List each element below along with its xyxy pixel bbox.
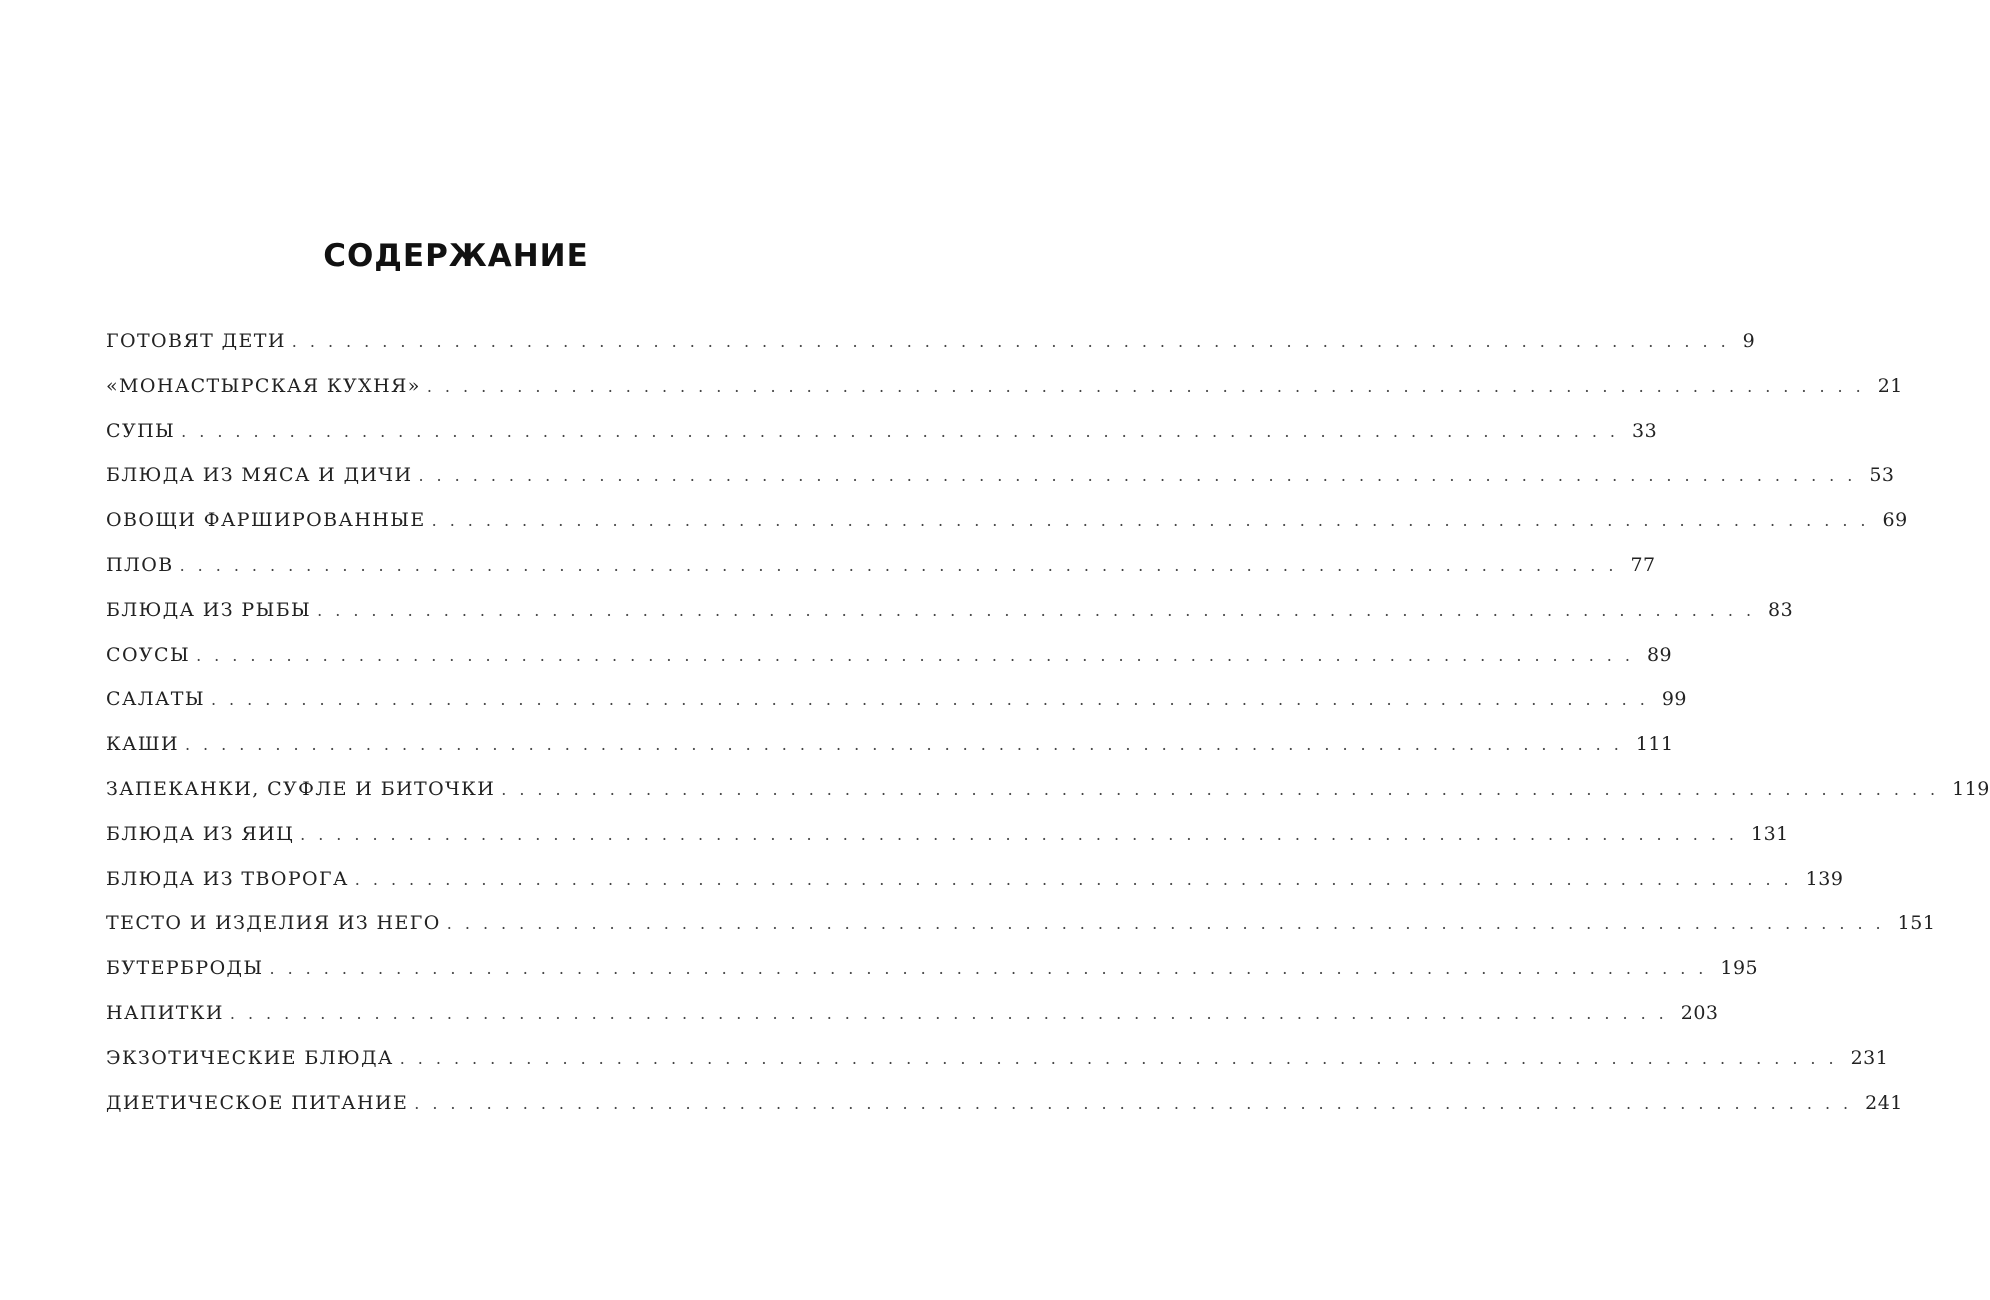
toc-entry-title: БЛЮДА ИЗ ТВОРОГА	[106, 867, 349, 890]
toc-page-number: 203	[1680, 1001, 1719, 1024]
page-title: СОДЕРЖАНИЕ	[323, 238, 589, 274]
toc-page-number: 131	[1750, 822, 1789, 845]
toc-entry[interactable]	[106, 598, 1794, 644]
dot-leader: ................................................................................	[399, 1048, 1847, 1068]
toc-entry[interactable]	[106, 553, 1656, 599]
dot-leader: ................................................................................	[317, 600, 1765, 620]
toc-entry-title: «МОНАСТЫРСКАЯ КУХНЯ»	[106, 374, 421, 397]
toc-entry-title: САЛАТЫ	[106, 688, 205, 711]
toc-entry-title: БЛЮДА ИЗ ЯИЦ	[106, 822, 295, 845]
toc-page-number: 83	[1768, 598, 1794, 621]
toc-entry-title: ОВОЩИ ФАРШИРОВАННЫЕ	[106, 509, 426, 532]
dot-leader: ................................................................................	[300, 824, 1747, 844]
toc-entry[interactable]	[106, 509, 1908, 554]
toc-entry-title: НАПИТКИ	[106, 1001, 224, 1024]
toc-entry[interactable]	[106, 777, 1990, 823]
dot-leader: ................................................................................	[229, 1003, 1677, 1023]
dot-leader: ................................................................................	[179, 555, 1627, 575]
dot-leader: ................................................................................	[354, 869, 1802, 889]
toc-entry-title: БУТЕРБРОДЫ	[106, 957, 264, 980]
dot-leader: ................................................................................	[414, 1093, 1862, 1113]
toc-page-number: 69	[1882, 509, 1908, 532]
toc-page-number: 9	[1742, 330, 1756, 352]
toc-page-number: 139	[1805, 867, 1844, 890]
toc-entry[interactable]	[106, 643, 1673, 689]
toc-entry[interactable]	[106, 1001, 1719, 1047]
dot-leader: ................................................................................	[291, 332, 1739, 351]
toc-page-number: 241	[1865, 1091, 1903, 1114]
toc-entry[interactable]	[106, 330, 1756, 375]
toc-page-number: 119	[1952, 777, 1990, 800]
toc-entry-title: БЛЮДА ИЗ РЫБЫ	[106, 598, 312, 621]
toc-entry-title: КАШИ	[106, 733, 179, 756]
toc-page-number: 53	[1869, 464, 1895, 487]
toc-page-number: 89	[1646, 643, 1673, 666]
toc-entry[interactable]	[106, 688, 1688, 733]
dot-leader: ................................................................................	[426, 376, 1874, 396]
toc-entry-title: ДИЕТИЧЕСКОЕ ПИТАНИЕ	[106, 1091, 409, 1114]
dot-leader: ................................................................................	[210, 690, 1658, 710]
toc-entry[interactable]	[106, 1046, 1889, 1092]
toc-page-number: 33	[1632, 419, 1658, 442]
dot-leader: ................................................................................	[269, 959, 1717, 979]
toc-entry[interactable]	[106, 419, 1658, 465]
dot-leader: ................................................................................	[501, 779, 1949, 799]
toc-page-number: 21	[1877, 374, 1903, 397]
toc-entry-title: ЗАПЕКАНКИ, СУФЛЕ И БИТОЧКИ	[106, 777, 496, 800]
toc-entry[interactable]	[106, 1091, 1903, 1137]
toc-page-number: 151	[1897, 912, 1936, 935]
toc-entry[interactable]	[106, 822, 1789, 868]
toc-page-number: 195	[1720, 957, 1759, 980]
toc-entry[interactable]	[106, 957, 1759, 1002]
toc-entry[interactable]	[106, 464, 1895, 509]
toc-entry-title: БЛЮДА ИЗ МЯСА И ДИЧИ	[106, 464, 413, 487]
toc-entry-title: ГОТОВЯТ ДЕТИ	[106, 330, 286, 352]
toc-entry-title: ПЛОВ	[106, 553, 174, 576]
toc-entry-title: СОУСЫ	[106, 643, 191, 666]
toc-page-number: 99	[1661, 688, 1688, 711]
dot-leader: ................................................................................	[431, 511, 1879, 531]
toc-entry[interactable]	[106, 912, 1936, 957]
toc-entry-title: СУПЫ	[106, 419, 176, 442]
toc-entry-title: ЭКЗОТИЧЕСКИЕ БЛЮДА	[106, 1046, 394, 1069]
dot-leader: ................................................................................	[184, 735, 1632, 755]
toc-page-number: 231	[1850, 1046, 1889, 1069]
toc-entry[interactable]	[106, 867, 1844, 913]
toc-entry[interactable]	[106, 733, 1674, 778]
dot-leader: ................................................................................	[196, 645, 1643, 665]
toc-page-number: 77	[1630, 553, 1656, 576]
dot-leader: ................................................................................	[181, 421, 1629, 441]
toc-entry[interactable]	[106, 374, 1903, 420]
toc-page-number: 111	[1635, 733, 1674, 756]
dot-leader: ................................................................................	[418, 466, 1866, 486]
dot-leader: ................................................................................	[446, 914, 1894, 934]
toc-list	[106, 330, 1990, 1136]
toc-entry-title: ТЕСТО И ИЗДЕЛИЯ ИЗ НЕГО	[106, 912, 441, 935]
